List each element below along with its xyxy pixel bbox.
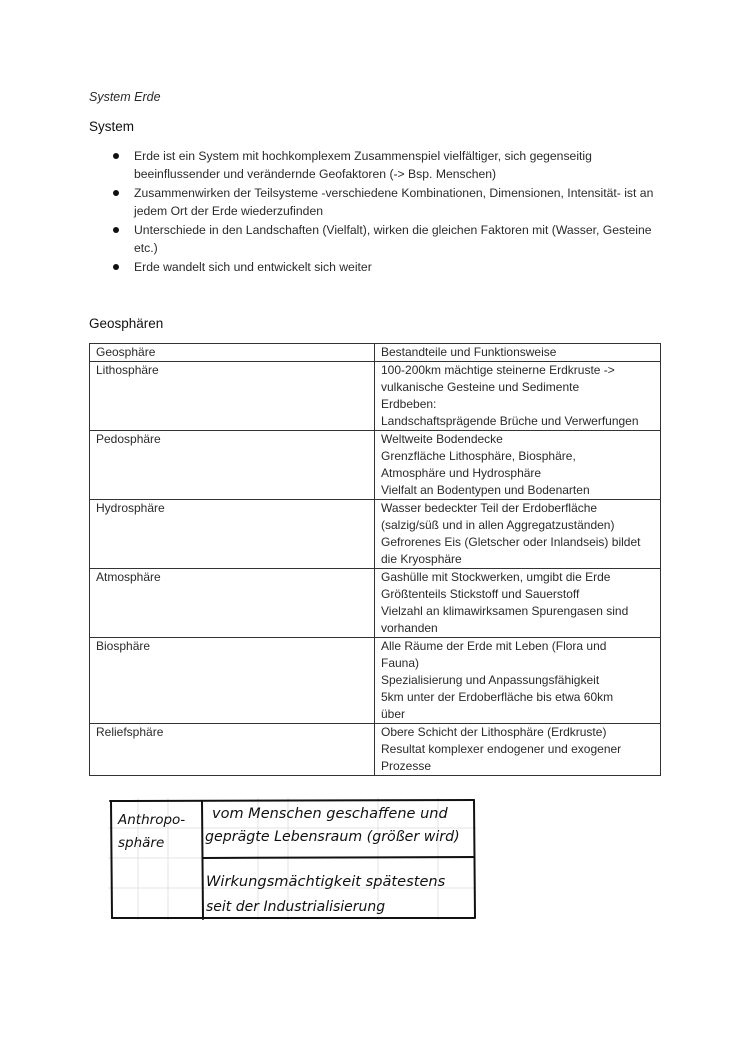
sphere-description xyxy=(375,569,661,638)
sphere-description xyxy=(375,362,661,431)
sphere-name: Atmosphäre xyxy=(90,569,375,638)
description-line: Erdbeben: xyxy=(381,397,437,411)
geospheres-heading: Geosphären xyxy=(89,316,164,331)
description-line: Alle Räume der Erde mit Leben (Flora und xyxy=(381,639,607,653)
bullet-item: Erde wandelt sich und entwickelt sich weiter xyxy=(110,258,670,276)
handwritten-sphere-line2: sphäre xyxy=(118,835,165,851)
sphere-name: Pedosphäre xyxy=(90,431,375,500)
table-header-row xyxy=(90,344,661,362)
handwritten-table xyxy=(108,798,476,920)
description-line: Prozesse xyxy=(381,759,432,773)
description-line: vorhanden xyxy=(381,621,438,635)
handwritten-desc2-line2: seit der Industrialisierung xyxy=(206,899,386,915)
system-heading: System xyxy=(89,119,135,134)
description-line: Wasser bedeckter Teil der Erdoberfläche xyxy=(381,501,598,515)
description-line: Grenzfläche Lithosphäre, Biosphäre, xyxy=(381,449,576,463)
sphere-name: Reliefsphäre xyxy=(90,724,375,776)
description-line: Spezialisierung und Anpassungsfähigkeit xyxy=(381,673,600,687)
sphere-name: Lithosphäre xyxy=(90,362,375,431)
handwritten-sphere-line1: Anthropo- xyxy=(118,812,186,828)
geospheres-table xyxy=(89,343,661,776)
table-row xyxy=(90,362,661,431)
description-line: 100-200km mächtige steinerne Erdkruste -> xyxy=(381,363,615,377)
description-line: Landschaftsprägende Brüche und Verwerfungen xyxy=(381,414,639,428)
sphere-description xyxy=(375,500,661,569)
table-row xyxy=(90,638,661,724)
sphere-name: Hydrosphäre xyxy=(90,500,375,569)
description-line: Obere Schicht der Lithosphäre (Erdkruste) xyxy=(381,725,607,739)
header-geosphere: Geosphäre xyxy=(90,344,375,362)
sphere-description xyxy=(375,724,661,776)
handwritten-desc1-line2: geprägte Lebensraum (größer wird) xyxy=(205,829,460,845)
bullet-item: Zusammenwirken der Teilsysteme -verschiedene Kombinationen, Dimensionen, Intensität- ist an jedem Ort der Erde wiederzufinden xyxy=(110,184,670,220)
description-line: Größtenteils Stickstoff und Sauerstoff xyxy=(381,587,580,601)
handwritten-desc1-line1: vom Menschen geschaffene und xyxy=(212,806,448,822)
description-line: Resultat komplexer endogener und exogener xyxy=(381,742,622,756)
bullet-item: Unterschiede in den Landschaften (Vielfalt), wirken die gleichen Faktoren mit (Wasser, Gesteine etc.) xyxy=(110,221,670,257)
description-line: vulkanische Gesteine und Sedimente xyxy=(381,380,580,394)
table-row xyxy=(90,724,661,776)
sphere-name: Biosphäre xyxy=(90,638,375,724)
sphere-description xyxy=(375,431,661,500)
handwritten-desc2-line1: Wirkungsmächtigkeit spätestens xyxy=(206,873,446,890)
bullet-item: Erde ist ein System mit hochkomplexem Zusammenspiel vielfältiger, sich gegenseitig beeinflussender und verändernde Geofaktoren (-> Bsp. Menschen) xyxy=(110,147,670,183)
description-line: über xyxy=(381,707,406,721)
table-row xyxy=(90,569,661,638)
description-line: Vielfalt an Bodentypen und Bodenarten xyxy=(381,483,590,497)
table-row xyxy=(90,431,661,500)
description-line: Gefrorenes Eis (Gletscher oder Inlandseis) bildet xyxy=(381,535,641,549)
header-components: Bestandteile und Funktionsweise xyxy=(375,344,661,362)
system-bullet-list xyxy=(110,147,670,277)
description-line: 5km unter der Erdoberfläche bis etwa 60km xyxy=(381,690,614,704)
description-line: die Kryosphäre xyxy=(381,552,462,566)
description-line: Atmosphäre und Hydrosphäre xyxy=(381,466,542,480)
description-line: Gashülle mit Stockwerken, umgibt die Erde xyxy=(381,570,611,584)
document-title: System Erde xyxy=(89,90,161,104)
description-line: Weltweite Bodendecke xyxy=(381,432,503,446)
description-line: (salzig/süß und in allen Aggregatzuständen) xyxy=(381,518,615,532)
table-row xyxy=(90,500,661,569)
description-line: Vielzahl an klimawirksamen Spurengasen sind xyxy=(381,604,629,618)
sphere-description xyxy=(375,638,661,724)
description-line: Fauna) xyxy=(381,656,420,670)
